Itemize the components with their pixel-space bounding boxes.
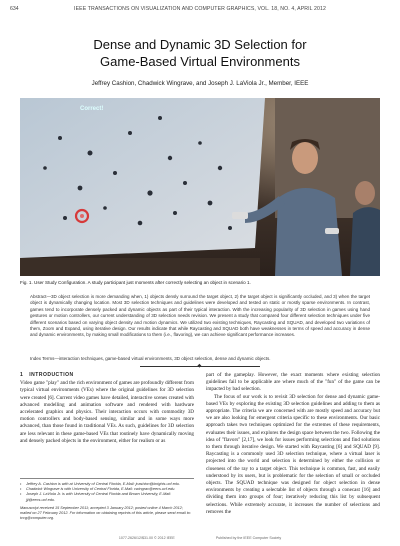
figure-illustration	[20, 98, 380, 276]
title-line-1: Dense and Dynamic 3D Selection for	[93, 37, 307, 52]
body-paragraph: The focus of our work is to revisit 3D selection for dense and dynamic game-based VEs by exploring the existing 3D selection guidelines and adding to them as appropriate. The criteria we are concerned with are mostly speed and accuracy but we are also looking for emergent criteria specific to these environments. Our basic approach takes two techniques optimized for the extremes of these requirements, evaluates their issues, and explores the design space between the two. Following the idea of "flavors" [2,17], we look for issues performing selections and find solutions to them through iterative design. We started with Raycasting [6] and SQUAD [9]. Raycasting is a commonly used 3D selection technique, where a virtual laser is projected into the world and selection is determined by either the collision or closeness of the ray to a target object. This technique is common, fast, and easily understood by its users, but is problematic for the selection of small or occluded objects. The SQUAD technique was designed for object selection in dense environments by creating a selectable list of objects through a conecast [16] and dividing them into groups of four; iteratively reducing this list by subsequent selections. While extremely accurate, it increases the number of selections and removes the	[206, 393, 380, 515]
manuscript-note: Manuscript received 15 September 2011; accepted 3 January 2012; posted online 4 March 2012; mailed on 27 February 2012. For information on obtaining reprints of this article, please send email to: tvcg@computer.org.	[20, 505, 191, 521]
author-list: Jeffrey Cashion, Chadwick Wingrave, and Joseph J. LaViola Jr., Member, IEEE	[91, 80, 309, 87]
page-footer	[0, 536, 400, 540]
affiliation-item: • Jeffrey A. Cashion is with at University of Central Florida, E-Mail: jcashion@knights.ucf.edu.	[20, 482, 194, 487]
affiliation-item: • Joseph J. LaViola Jr. is with University of Central Florida and Brown University, E-Mail: jjl@eecs.ucf.edu.	[20, 492, 194, 502]
abstract: Abstract—3D object selection is more demanding when, 1) objects densly surround the target object, 2) the target object is significantly occluded, and 3) when the target object is dynamically changing location. Most 3D selection techniques and guidelines were developed and tested on static or mostly sparse environments. In contrast, games tend to incorporate densely packed and dynamic objects as part of their typical interaction. With the increasing popularity of 3D selection in games using hand gestures or motion controllers, our current understanding of 3D selection needs revision. We present a study that compared four different selection techniques under five different scenarios based on varying object density and motion dynamics. We utilized two existing techniques, Raycasting and SQUAD, and developed two variations of them, Zoom and Expand, using iterative design. Our results indicate that while Raycasting and SQUAD both have weaknesses in terms of speed and accuracy in dense and dynamic environments, by making small modifications to them (i.e., flavoring), we can achieve significant performance increases.	[30, 294, 370, 338]
body-paragraph: part of the gameplay. However, the exact moments where existing selection guidelines fail to be applicable are where much of the "fun" of the game can be impacted by bad selection.	[206, 372, 380, 393]
figure-screen-text: Correct!	[80, 106, 104, 112]
section-name: INTRODUCTION	[29, 372, 74, 378]
affiliation-item: • Chadwick Wingrave is with University of Central Florida, E-Mail: cwingrav@eecs.ucf.edu.	[20, 487, 194, 492]
figure-photo	[20, 98, 380, 276]
footer-publisher: Published by the IEEE Computer Society	[215, 536, 282, 540]
section-number: 1	[20, 372, 24, 378]
body-paragraph: Video game "play" and the rich environment of games are profoundly different from typical virtual environments (VEs) where the original guidelines for 3D selection were created [6]. Current video games have detailed, interactive scenes created with advanced modelling and animation software and rendered with hardware accelerated graphics and physics. Their interaction occurs with commodity 3D motion controllers and body-based sensing, similar and in some ways more advanced, than those found in traditional VEs. As such, guidelines for 3D selection are less relevant in these game-based VEs that routinely have dynamically moving and densely packed objects in the environment, either for realism or as	[20, 380, 194, 444]
page-number: 634	[10, 6, 19, 12]
divider-diamond-icon: ◆	[197, 363, 202, 369]
left-column	[20, 372, 194, 445]
journal-name: IEEE TRANSACTIONS ON VISUALIZATION AND COMPUTER GRAPHICS, VOL. 18, NO. 4, APRIL 2012	[74, 6, 326, 12]
title-line-2: Game-Based Virtual Environments	[100, 54, 300, 69]
section-heading	[20, 372, 194, 379]
author-affiliations	[20, 478, 194, 521]
footer-id: 1077-2626/12/$31.00 © 2012 IEEE	[118, 536, 175, 540]
projection-screen	[20, 98, 265, 258]
index-terms: Index Terms—interaction techniques, game-based virtual environments, 3D object selection, dense and dynamic objects.	[30, 356, 271, 361]
paper-title	[0, 36, 400, 70]
motion-controller-icon	[232, 212, 248, 219]
right-column	[206, 372, 380, 516]
running-header	[10, 6, 390, 16]
figure-caption: Fig. 1. User Study Configuration. A study participant just moments after correctly selecting an object in scenario 1.	[20, 280, 251, 285]
